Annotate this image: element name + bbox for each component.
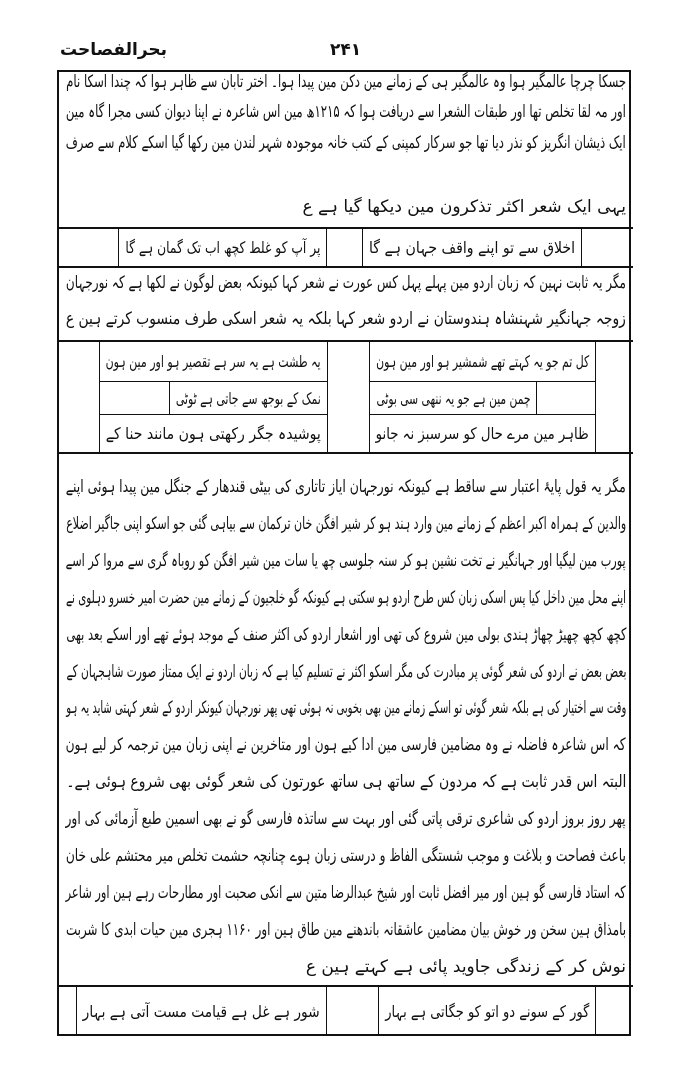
empty-cell xyxy=(536,381,596,415)
para3-line: پھر روز بروز اردو کی شاعری ترقی پاتی گئی اور بہت سے ساتذہ فارسی گو نے بھی اسمین طبع آزمائی کی اور xyxy=(66,809,626,830)
couplet2-left-verse: شور ہے غل ہے قیامت مست آتی ہے بہار xyxy=(76,986,327,1036)
para3-line: وقت سے اختیار کی ہے بلکہ شعر گوئی تو اسکے زمانے مین بھی بخوبی نہ ہوئی تھی پھر نورجہان کیونکر اردو کے شعر کہتی شاید یہ ہو xyxy=(66,698,626,719)
book-title: بحرالفصاحت xyxy=(60,40,168,60)
divider xyxy=(57,266,633,268)
divider xyxy=(57,452,633,454)
para3-line: اپنے محل مین داخل کیا پس اسکی زبان کس طرح اردو ہو سکتی ہے کیونکہ گو خلجیون کے زمانے مین حضرت امیر خسرو دہلوی نے xyxy=(66,587,626,608)
verse-right: کل تم جو یہ کہتے تھے شمشیر ہو اور مین ہون xyxy=(369,341,596,382)
empty-cell xyxy=(99,381,170,415)
verse-right: چمن مین ہے جو یہ ننھی سی بوٹی xyxy=(369,381,537,415)
verse-left: نمک کے بوجھ سے جاتی ہے ٹوٹی xyxy=(169,381,328,415)
para3-line: باعث فصاحت و بلاغت و موجب شستگی الفاظ و درستی زبان ہوے چنانچہ حشمت تخلص میر محتشم علی خان xyxy=(66,846,626,866)
para1-line: ایک ذیشان انگریز کو نذر دیا تھا جو سرکار کمپنی کے کتب خانہ موجودہ شہر لندن مین رکھا گیا اسکے کلام سے صرف xyxy=(66,133,626,153)
para1-line: یہی ایک شعر اکثر تذکرون مین دیکھا گیا ہے ع xyxy=(302,197,626,217)
para3-line: البتہ اس قدر ثابت ہے کہ مردون کے ساتھ ہی ساتھ عورتون کی شعر گوئی بھی شروع ہوئی ہے۔ xyxy=(66,772,626,793)
para3-line: کہ اس شاعرہ فاضلہ نے وہ مضامین فارسی مین ادا کیے ہون اور متاخرین نے اپنی زبان مین ترجمہ کر لیے ہون xyxy=(66,735,626,756)
para3-line: کچھ کچھ چھیڑ چھاڑ ہندی بولی مین شروع کی تھی اور اشعار اردو کی اکثر صنف کے موجد ہوئے تھے اور اسکے بعد بھی xyxy=(66,624,626,645)
para3-line: والدین کے ہمراہ اکبر اعظم کے زمانے مین وارد ہند ہو کر شیر افگن خان ترکمان سے بیاہی گئی جو اسکو اپنی جاگیر اضلاع xyxy=(66,513,626,534)
para3-line: پورب مین لیگیا اور جہانگیر نے تخت نشین ہو کر سنہ جلوسی چھ یا سات مین شیر افگن کو روباہ گری سے مروا کر اسے xyxy=(66,550,626,571)
para1-line: جسکا چرچا عالمگیر ہوا وہ عالمگیر ہی کے زمانے مین دکن مین پیدا ہوا۔ اختر تابان سے ظاہر ہوا کہ چندا اسکا نام xyxy=(66,72,626,92)
couplet2-right-verse: گور کے سونے دو اتو کو جگاتی ہے بہار xyxy=(378,986,596,1036)
para3-line: نوش کر کے زندگی جاوید پائی ہے کہتے ہین ع xyxy=(305,956,626,977)
verse-left: پوشیدہ جگر رکھتی ہون مانند حنا کے xyxy=(99,414,328,453)
para3-line: بعض بعض نے اردو کی شعر گوئی پر مبادرت کی مگر اسکو اکثر نے تسلیم کیا ہے کہ زبان اردو نے ایک ممتاز صورت شاہجہان کے xyxy=(66,661,626,682)
verse-right: ظاہر مین مرے حال کو سرسبز نہ جانو xyxy=(369,414,596,453)
para3-line: کہ استاد فارسی گو ہین اور میر افضل ثابت اور شیخ عبدالرضا متین سے انکی صحبت اور مطارحات رہے ہین اور شاعر xyxy=(66,882,626,903)
couplet1-right-verse: اخلاق سے تو اپنے واقف جہان ہے گا xyxy=(362,228,582,267)
para3-line: مگر یہ قول پایۂ اعتبار سے ساقط ہے کیونکہ نورجہان ایاز تاتاری کی بیٹی قندھار کے جنگل مین پیدا ہوئی اپنے xyxy=(66,477,626,497)
page-number: ۲۴۱ xyxy=(330,40,362,60)
para2-line: مگر یہ ثابت نہین کہ زبان اردو مین پہلے پہل کس عورت نے شعر کہا کیونکہ بعض لوگون نے لکھا ہے کہ نورجہان xyxy=(66,273,626,293)
para2-line: زوجہ جہانگیر شہنشاہ ہندوستان نے اردو شعر کہا بلکہ یہ شعر اسکی طرف منسوب کرتے ہین ع xyxy=(66,309,626,329)
couplet1-left-verse: پر آپ کو غلط کچھ اب تک گمان ہے گا xyxy=(118,228,327,267)
verse-left: یہ طشت ہے یہ سر ہے تقصیر ہو اور مین ہون xyxy=(99,341,328,382)
para3-line: بامذاق ہین سخن ور خوش بیان مضامین عاشقانہ باندھنے مین طاق ہین اور ۱۱۶۰ ہجری مین حیات ابدی کا شربت xyxy=(66,919,626,940)
para1-line: اور مہ لقا تخلص تھا اور طبقات الشعرا سے دریافت ہوا کہ ۱۲۱۵ھ مین اس شاعرہ نے اپنا دیوان کسی مجرا گاہ مین xyxy=(66,102,626,122)
